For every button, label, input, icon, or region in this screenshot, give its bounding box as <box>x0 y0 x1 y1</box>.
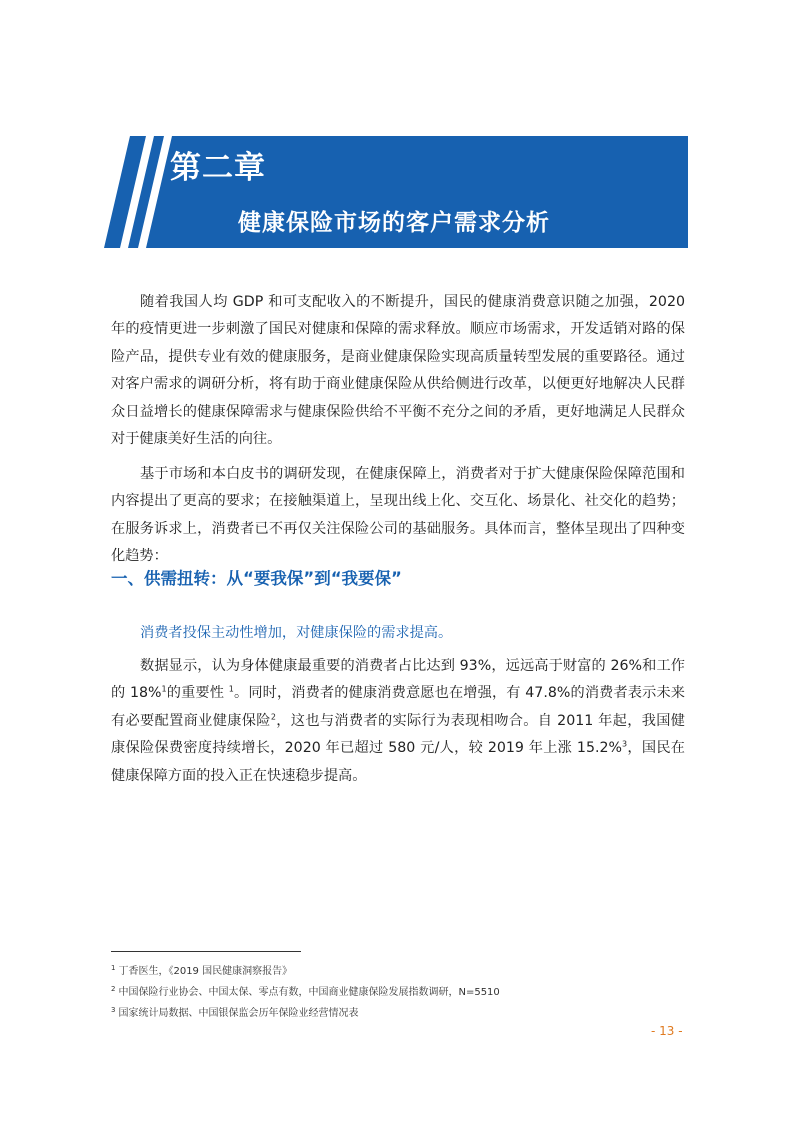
subheading: 消费者投保主动性增加，对健康保险的需求提高。 <box>140 625 453 641</box>
page-number: - 13 - <box>651 1024 683 1038</box>
footnote-marker-2: 2 <box>111 984 116 993</box>
footnote-2 <box>111 983 500 998</box>
body-paragraph-2: 基于市场和本白皮书的调研发现，在健康保障上，消费者对于扩大健康保险保障范围和内容提出了更高的要求；在接触渠道上，呈现出线上化、交互化、场景化、社交化的趋势；在服务诉求上，消费者已不再仅关注保险公司的基础服务。具体而言，整体呈现出了四种变化趋势： <box>111 466 685 565</box>
footnote-1 <box>111 962 292 977</box>
chapter-title: 健康保险市场的客户需求分析 <box>238 210 550 236</box>
body-paragraph-1: 随着我国人均 GDP 和可支配收入的不断提升，国民的健康消费意识随之加强，2020 年的疫情更进一步刺激了国民对健康和保障的需求释放。顺应市场需求，开发适销对路的保险产品，提供专业有效的健康服务，是商业健康保险实现高质量转型发展的重要路径。通过对客户需求的调研分析，将有助于商业健康保险从供给侧进行改革，以便更好地解决人民群众日益增长的健康保障需求与健康保险供给不平衡不充分之间的矛盾，更好地满足人民群众对于健康美好生活的向往。 <box>111 294 685 448</box>
footnote-marker-3: 3 <box>111 1005 116 1014</box>
footnote-3 <box>111 1004 358 1019</box>
para3-text-4: ，这也与消费者的实际行为表现相吻合。自 2011 年起，我国健康保险保费密度持续增长，2020 年已超过 580 元/人，较 2019 年上涨 15.2% <box>111 712 685 757</box>
chapter-number: 第二章 <box>170 150 266 186</box>
section-heading: 一、供需扭转：从“要我保”到“我要保” <box>111 569 402 588</box>
footnote-text-1: 丁香医生，《2019 国民健康洞察报告》 <box>118 966 293 977</box>
para3-text-2: 的重要性 <box>166 685 229 702</box>
footnote-text-2: 中国保险行业协会、中国太保、零点有数，中国商业健康保险发展指数调研，N=5510 <box>118 987 500 998</box>
footnote-text-3: 国家统计局数据、中国银保监会历年保险业经营情况表 <box>118 1008 359 1019</box>
footnote-divider <box>111 951 301 952</box>
footnote-ref-1b: 1 <box>228 684 234 694</box>
footnote-ref-3: 3 <box>622 739 628 749</box>
footnote-ref-2: 2 <box>270 712 276 722</box>
para3-text-1: 数据显示，认为身体健康最重要的消费者占比达到 93%，远远高于财富的 26%和工作的 18% <box>111 658 685 702</box>
para3-text-5: ，国民在健康保障方面的投入正在快速稳步提高。 <box>111 740 685 784</box>
body-paragraph-3 <box>111 653 685 790</box>
footnote-ref-1: 1 <box>161 684 167 694</box>
para3-text-3: 。同时，消费者的健康消费意愿也在增强，有 47.8%的消费者表示未来有必要配置商业健康保险 <box>111 685 685 729</box>
footnote-marker-1: 1 <box>111 963 116 972</box>
